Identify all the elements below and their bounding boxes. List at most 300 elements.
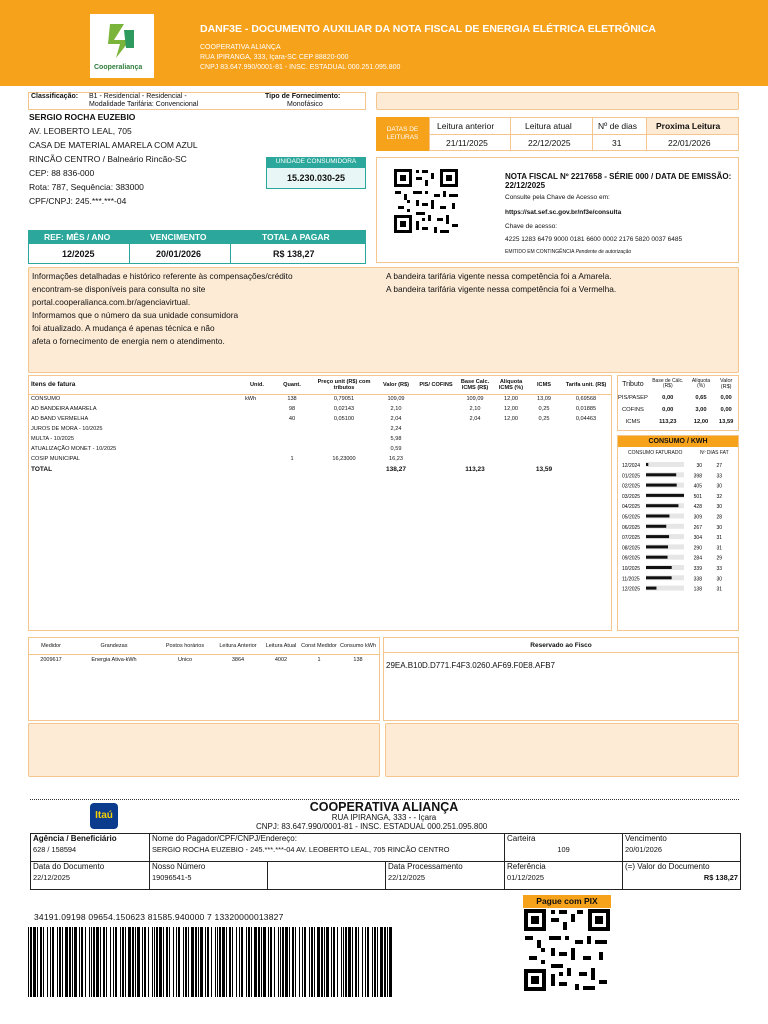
total-header: TOTAL A PAGAR: [262, 232, 330, 242]
nota-chave: 4225 1283 6479 9000 0181 6600 0002 2176 5820 0037 6485: [505, 236, 683, 243]
table-cell: 13,59: [535, 465, 553, 473]
medidor-box: [28, 637, 380, 721]
boleto-address: RUA IPIRANGA, 333 - - Içara: [331, 813, 437, 822]
vencimento-value: 20/01/2026: [156, 249, 202, 259]
consumo-kwh-label: 30: [696, 463, 702, 469]
vencimento-header: VENCIMENTO: [150, 232, 207, 242]
table-cell: MULTA - 10/2025: [31, 436, 75, 442]
barcode-bar: [384, 927, 386, 997]
leitura-atual-value: 22/12/2025: [528, 138, 571, 148]
barcode-bar: [280, 927, 281, 997]
barcode-bar: [115, 927, 117, 997]
barcode-bar: [122, 927, 124, 997]
table-cell: 0,01885: [575, 406, 597, 412]
barcode-bar: [57, 927, 58, 997]
barcode-bar: [100, 927, 101, 997]
linha-digitavel: 34191.09198 09654.150623 81585.940000 7 13320000013827: [34, 912, 284, 922]
barcode-bar: [173, 927, 174, 997]
medidor-cell: 1: [317, 657, 321, 664]
table-cell: [271, 424, 313, 434]
barcode-bar: [321, 927, 323, 997]
leituras-table: [429, 117, 739, 151]
items-box: [28, 375, 612, 631]
tributo-cell: 13,59: [718, 419, 734, 425]
barcode-bar: [232, 927, 233, 997]
table-cell: 2,04: [390, 416, 402, 422]
consumo-month-label: 12/2024: [622, 463, 641, 469]
consumo-dias-label: 31: [716, 545, 722, 552]
table-cell: 109,09: [466, 396, 484, 403]
barcode-bar: [85, 927, 86, 997]
table-cell: [561, 464, 611, 474]
barcode-bar: [377, 927, 378, 997]
customer-line: RINCÃO CENTRO / Balneário Rincão-SC: [29, 154, 187, 164]
table-cell: 5,98: [390, 436, 402, 442]
table-row: [29, 404, 611, 414]
barcode-bar: [261, 927, 262, 997]
pix-qr-code[interactable]: [523, 908, 611, 992]
table-cell: 113,23: [465, 465, 485, 473]
vencimento-label: Vencimento: [625, 834, 667, 843]
ref-mes-header: REF: MÊS / ANO: [44, 232, 111, 242]
barcode-bar: [37, 927, 38, 997]
barcode-bar: [142, 927, 143, 997]
consumo-kwh-label: 309: [693, 514, 702, 521]
barcode-bar: [65, 927, 68, 997]
customer-line: CEP: 88 836-000: [29, 168, 95, 178]
nota-fiscal-title: NOTA FISCAL Nº 2217658 - SÉRIE 000 / DATA DE EMISSÃO: 22/12/2025: [505, 172, 732, 190]
consumo-month-label: 05/2025: [622, 514, 641, 521]
medidor-cell: 2009617: [40, 657, 62, 664]
barcode-bar: [292, 927, 294, 997]
consumo-kwh-label: 405: [693, 483, 702, 490]
logo-text: Cooperaliança: [94, 64, 143, 71]
barcode-bar: [132, 927, 134, 997]
consumo-month-label: 11/2025: [622, 576, 640, 583]
table-cell: 0,59: [390, 446, 402, 452]
referencia-value: 01/12/2025: [507, 873, 545, 882]
col-header: Const Medidor: [301, 642, 337, 649]
table-cell: [243, 424, 271, 434]
table-cell: [495, 434, 527, 444]
consumo-month-label: 12/2025: [622, 586, 641, 593]
bandeira-line: A bandeira tarifária vigente nessa competência foi a Amarela.: [386, 271, 612, 281]
info-line: encontram-se disponíveis para consulta no site: [32, 284, 206, 294]
barcode-bar: [183, 927, 184, 997]
barcode-bar: [289, 927, 290, 997]
table-cell: 13,09: [537, 396, 551, 403]
barcode-bar: [362, 927, 363, 997]
barcode-bar: [96, 927, 99, 997]
consumo-kwh-label: 398: [693, 473, 702, 480]
tributo-cell: PIS/PASEP: [618, 395, 648, 401]
col-header: Unid.: [250, 381, 264, 388]
table-cell: 0,05100: [333, 416, 355, 422]
col-header: Preço unit (R$) com tributos: [317, 378, 371, 391]
consumo-title: CONSUMO / KWH: [618, 436, 738, 447]
barcode-bar: [239, 927, 240, 997]
barcode-bar: [40, 927, 42, 997]
tributo-cell: 3,00: [695, 407, 707, 413]
table-cell: [243, 404, 271, 414]
table-cell: [417, 464, 455, 474]
tributo-cell: COFINS: [621, 407, 644, 413]
consumo-bar: [646, 566, 672, 569]
consumo-month-label: 09/2025: [622, 555, 641, 562]
table-cell: [417, 394, 455, 404]
consumo-dias-label: 31: [716, 535, 722, 542]
barcode-bar: [166, 927, 168, 997]
consumo-kwh-label: 290: [693, 545, 702, 552]
table-cell: 138,27: [386, 465, 406, 473]
table-row: [29, 414, 611, 424]
consumo-dias-label: 33: [716, 473, 722, 480]
tributo-cell: 0,00: [720, 407, 732, 413]
carteira-value: 109: [557, 845, 570, 854]
consumo-bar: [646, 484, 677, 487]
data-processamento-value: 22/12/2025: [388, 873, 425, 882]
itau-logo: Itaú: [90, 803, 118, 829]
barcode: [28, 927, 396, 997]
barcode-bar: [358, 927, 359, 997]
barcode-bar: [246, 927, 247, 997]
nota-consulte: Consulte pela Chave de Acesso em:: [505, 194, 610, 201]
table-cell: 0,02143: [333, 406, 355, 412]
table-cell: [455, 434, 495, 444]
divider: [267, 861, 268, 890]
barcode-bar: [302, 927, 303, 997]
consumo-bar: [646, 463, 648, 466]
data-documento-label: Data do Documento: [33, 862, 105, 871]
barcode-bar: [106, 927, 107, 997]
table-cell: [417, 424, 455, 434]
barcode-bar: [137, 927, 140, 997]
barcode-bar: [198, 927, 199, 997]
nosso-numero-value: 19096541-5: [152, 873, 192, 882]
data-documento-value: 22/12/2025: [33, 873, 70, 882]
barcode-bar: [215, 927, 216, 997]
leitura-anterior-value: 21/11/2025: [446, 138, 488, 148]
barcode-bar: [154, 927, 155, 997]
table-cell: 0,04463: [575, 416, 597, 422]
barcode-bar: [299, 927, 300, 997]
barcode-bar: [103, 927, 105, 997]
barcode-bar: [159, 927, 162, 997]
barcode-bar: [348, 927, 351, 997]
barcode-bar: [311, 927, 313, 997]
consumo-month-label: 01/2025: [622, 473, 641, 480]
barcode-bar: [50, 927, 51, 997]
col-header: Valor (R$): [382, 381, 410, 388]
tipo-fornecimento-label: Tipo de Fornecimento:: [265, 93, 341, 100]
leitura-atual-header: Leitura atual: [525, 121, 572, 131]
consumo-chart: [618, 458, 738, 626]
info-line: foi atualizado. A mudança é apenas técnica e não: [32, 323, 215, 333]
consumo-bar: [646, 525, 666, 528]
table-cell: [561, 434, 611, 444]
tipo-fornecimento-value: Monofásico: [287, 101, 323, 108]
items-table: [29, 376, 611, 474]
barcode-bar: [337, 927, 338, 997]
consumo-kwh-label: 267: [693, 524, 702, 531]
boleto-company: COOPERATIVA ALIANÇA: [309, 800, 459, 814]
consumo-kwh-label: 428: [693, 504, 702, 511]
table-cell: [243, 454, 271, 464]
table-cell: [271, 444, 313, 454]
pagador-value: SERGIO ROCHA EUZEBIO - 245.***.***-04 AV. LEOBERTO LEAL, 705 RINCÃO CENTRO: [152, 845, 450, 854]
col-header: Base de Cálc. (R$): [652, 378, 684, 389]
barcode-bar: [278, 927, 279, 997]
barcode-bar: [314, 927, 315, 997]
customer-name: SERGIO ROCHA EUZEBIO: [29, 112, 136, 122]
header-company: COOPERATIVA ALIANÇA: [200, 44, 281, 51]
consumo-bar: [646, 576, 672, 579]
table-cell: [313, 464, 375, 474]
table-cell: CONSUMO: [31, 396, 61, 403]
nota-url: https://sat.sef.sc.gov.br/nf3e/consulta: [505, 209, 622, 216]
barcode-bar: [365, 927, 366, 997]
nosso-numero-label: Nosso Número: [152, 862, 206, 871]
boleto-cnpj: CNPJ: 83.647.990/0001-81 - INSC. ESTADUAL 000.251.095.800: [256, 822, 488, 831]
tributo-cell: 113,23: [659, 419, 677, 425]
barcode-bar: [200, 927, 203, 997]
consumo-kwh-label: 339: [693, 566, 702, 572]
carteira-label: Carteira: [507, 834, 536, 843]
table-cell: [417, 444, 455, 454]
consumo-dias-label: 30: [716, 483, 722, 490]
classificacao-value-1: B1 - Residencial - Residencial -: [89, 93, 187, 100]
barcode-bar: [135, 927, 136, 997]
barcode-bar: [211, 927, 212, 997]
consumo-bar: [646, 473, 676, 476]
num-dias-value: 31: [612, 138, 622, 148]
barcode-bar: [331, 927, 332, 997]
proxima-leitura-value: 22/01/2026: [668, 138, 711, 148]
consumo-kwh-label: 501: [693, 493, 702, 500]
barcode-bar: [309, 927, 310, 997]
fisco-label: Reservado ao Fisco: [530, 642, 592, 649]
bottom-right-panel: [385, 723, 739, 777]
consumo-dias-label: 32: [716, 493, 722, 500]
barcode-bar: [343, 927, 344, 997]
nota-contingencia: EMITIDO EM CONTINGÊNCIA Pendente de autorização: [505, 249, 632, 255]
barcode-bar: [317, 927, 320, 997]
barcode-bar: [128, 927, 131, 997]
col-header: Itens de fatura: [31, 381, 76, 389]
col-header: Medidor: [41, 642, 61, 649]
document-title: DANF3E - DOCUMENTO AUXILIAR DA NOTA FISCAL DE ENERGIA ELÉTRICA ELETRÔNICA: [200, 23, 656, 35]
info-line: Informações detalhadas e histórico referente às compensações/crédito: [32, 271, 293, 281]
barcode-bar: [251, 927, 252, 997]
consumo-dias-label: 30: [716, 576, 722, 583]
consumo-bar-track: [646, 462, 684, 467]
barcode-bar: [191, 927, 194, 997]
barcode-bar: [219, 927, 221, 997]
valor-documento-label: (=) Valor do Documento: [625, 862, 710, 871]
barcode-bar: [326, 927, 329, 997]
table-cell: 1: [290, 456, 294, 462]
barcode-bar: [72, 927, 73, 997]
barcode-bar: [74, 927, 77, 997]
barcode-bar: [205, 927, 206, 997]
divider: [149, 861, 150, 890]
table-cell: [455, 444, 495, 454]
tributo-cell: ICMS: [625, 419, 641, 425]
table-cell: 2,04: [469, 416, 481, 422]
barcode-bar: [81, 927, 83, 997]
medidor-cell: 3864: [231, 657, 245, 664]
medidor-table: [29, 638, 379, 666]
barcode-bar: [120, 927, 121, 997]
consumo-dias-label: 31: [716, 586, 722, 593]
unidade-label: UNIDADE CONSUMIDORA: [266, 157, 366, 167]
consumo-bar: [646, 504, 678, 507]
table-cell: 109,09: [387, 396, 405, 403]
fisco-box: [383, 637, 739, 721]
table-cell: [561, 424, 611, 434]
consumo-bar: [646, 556, 668, 559]
table-cell: [495, 464, 527, 474]
tributo-cell: 0,65: [695, 395, 707, 401]
col-header: PIS/ COFINS: [419, 381, 453, 388]
barcode-bar: [156, 927, 158, 997]
barcode-bar: [372, 927, 373, 997]
tributos-table: [618, 376, 738, 428]
barcode-bar: [241, 927, 243, 997]
consumo-bar: [646, 535, 669, 538]
ref-header: [28, 230, 366, 243]
table-row: [29, 424, 611, 434]
table-row: [29, 454, 611, 464]
consumo-month-label: 06/2025: [622, 524, 641, 531]
consumo-month-label: 04/2025: [622, 504, 641, 511]
medidor-cell: 138: [353, 657, 363, 664]
barcode-bar: [254, 927, 257, 997]
table-row: [29, 444, 611, 454]
barcode-bar: [226, 927, 227, 997]
nota-qr-code: [393, 168, 459, 234]
table-cell: [495, 454, 527, 464]
agencia-label: Agência / Beneficiário: [33, 834, 117, 843]
barcode-bar: [387, 927, 388, 997]
barcode-bar: [52, 927, 54, 997]
barcode-bar: [69, 927, 71, 997]
tributo-cell: 0,00: [662, 407, 674, 413]
barcode-bar: [113, 927, 114, 997]
consumo-month-label: 08/2025: [622, 545, 641, 552]
consumo-chart-box: [617, 435, 739, 631]
col-header: Grandezas: [100, 642, 128, 649]
col-header: Leitura Atual: [265, 642, 297, 649]
datas-leituras-label: DATAS DE LEITURAS: [376, 117, 429, 151]
table-cell: JUROS DE MORA - 10/2025: [31, 426, 103, 432]
consumo-dias-label: 29: [716, 555, 722, 562]
table-cell: 0,69568: [575, 396, 597, 403]
barcode-bar: [91, 927, 92, 997]
col-header: ICMS: [537, 381, 551, 388]
ref-values: [28, 243, 366, 264]
info-line: afeta o fornecimento de energia nem o atendimento.: [32, 336, 225, 346]
ref-mes-value: 12/2025: [62, 249, 95, 259]
consumo-col-header: CONSUMO FATURADO: [628, 450, 683, 456]
table-cell: [455, 424, 495, 434]
col-header: Consumo kWh: [339, 642, 377, 649]
table-row: [29, 394, 611, 404]
vencimento-value: 20/01/2026: [625, 845, 663, 854]
table-cell: [313, 434, 375, 444]
barcode-bar: [367, 927, 369, 997]
col-header: Alíquota ICMS (%): [498, 378, 524, 391]
barcode-bar: [43, 927, 44, 997]
table-cell: [417, 454, 455, 464]
table-cell: [417, 404, 455, 414]
agencia-value: 628 / 158594: [33, 845, 77, 854]
barcode-bar: [125, 927, 126, 997]
consumo-dias-label: 30: [716, 524, 722, 531]
barcode-bar: [389, 927, 392, 997]
table-cell: 0,25: [538, 406, 550, 412]
barcode-bar: [47, 927, 48, 997]
consumo-month-label: 10/2025: [622, 566, 641, 572]
table-cell: [561, 454, 611, 464]
table-cell: [527, 434, 561, 444]
col-header: Tributo: [622, 380, 644, 388]
medidor-cell: Unico: [177, 657, 193, 664]
customer-line: AV. LEOBERTO LEAL, 705: [29, 126, 132, 136]
consumo-dias-label: 28: [716, 514, 722, 521]
barcode-bar: [185, 927, 187, 997]
tributo-cell: 12,00: [693, 419, 709, 425]
barcode-bar: [355, 927, 357, 997]
barcode-bar: [258, 927, 260, 997]
table-cell: 98: [288, 406, 296, 412]
barcode-bar: [374, 927, 376, 997]
barcode-bar: [295, 927, 296, 997]
consumo-dias-label: 33: [716, 566, 722, 572]
header-cnpj: CNPJ 83.647.990/0001-81 - INSC. ESTADUAL 000.251.095.800: [200, 64, 401, 71]
barcode-bar: [62, 927, 63, 997]
table-cell: [527, 454, 561, 464]
barcode-bar: [33, 927, 36, 997]
company-logo: [90, 14, 154, 78]
consumo-bar: [646, 587, 656, 590]
table-cell: [495, 424, 527, 434]
data-processamento-label: Data Processamento: [388, 862, 463, 871]
tributo-row: [618, 416, 738, 428]
table-cell: [271, 464, 313, 474]
barcode-bar: [380, 927, 383, 997]
col-header: Base Calc. ICMS (R$): [460, 378, 490, 391]
table-cell: 0,25: [538, 416, 550, 422]
table-cell: 40: [288, 416, 296, 422]
barcode-bar: [79, 927, 80, 997]
tributo-cell: 0,00: [662, 395, 674, 401]
consumo-dias-label: 27: [716, 463, 722, 469]
col-header: Quant.: [283, 381, 301, 388]
barcode-bar: [148, 927, 149, 997]
table-cell: AD BANDEIRA AMARELA: [31, 406, 97, 412]
barcode-bar: [282, 927, 284, 997]
classificacao-label: Classificação:: [31, 93, 79, 100]
barcode-bar: [93, 927, 95, 997]
table-cell: [243, 444, 271, 454]
table-cell: [455, 454, 495, 464]
barcode-bar: [236, 927, 237, 997]
consumo-month-label: 03/2025: [622, 493, 641, 500]
barcode-bar: [263, 927, 266, 997]
leitura-anterior-header: Leitura anterior: [437, 121, 495, 131]
unidade-value: 15.230.030-25: [286, 173, 346, 183]
